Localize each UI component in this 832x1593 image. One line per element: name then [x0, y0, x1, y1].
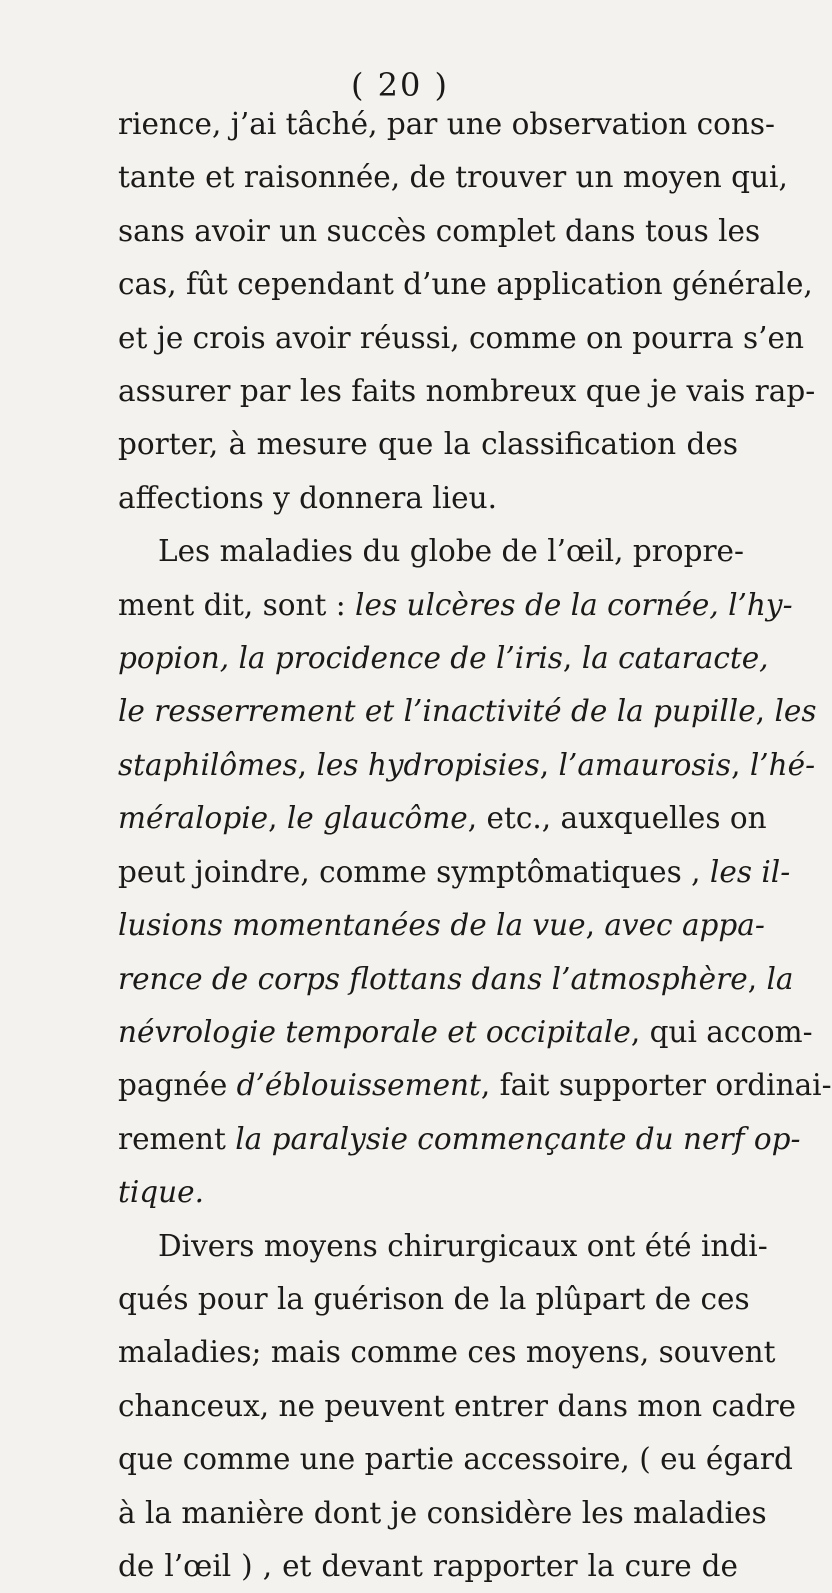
- text-line: [118, 1487, 767, 1540]
- italic-text-segment: staphilômes: [118, 747, 298, 782]
- text-line: [118, 1380, 797, 1433]
- text-line: [118, 792, 767, 845]
- italic-text-segment: le resserrement et l’inactivité de la pupille: [118, 694, 756, 729]
- text-segment: que comme une partie accessoire, ( eu égard: [118, 1442, 793, 1477]
- text-line: [118, 1433, 793, 1486]
- text-segment: ,: [268, 801, 287, 836]
- text-segment: pagnée: [118, 1068, 237, 1103]
- text-segment: ,: [562, 641, 582, 676]
- text-segment: tante et raisonnée, de trouver un moyen qui,: [118, 160, 788, 195]
- text-segment: à la manière dont je considère les maladies: [118, 1495, 767, 1530]
- text-line: [118, 1166, 738, 1219]
- text-line: [118, 525, 744, 578]
- text-line: [118, 1540, 738, 1593]
- text-line: [118, 632, 769, 685]
- text-line: [118, 685, 817, 738]
- italic-text-segment: l’amaurosis: [558, 747, 732, 782]
- page-number: ( 20 ): [350, 66, 450, 104]
- text-line: [118, 1220, 768, 1273]
- italic-text-segment: d’éblouissement: [236, 1068, 481, 1103]
- text-line: [118, 899, 765, 952]
- text-line: [118, 98, 776, 151]
- text-segment: et je crois avoir réussi, comme on pourra s’en: [118, 320, 804, 355]
- text-segment: ,: [585, 908, 605, 943]
- text-line: [118, 312, 804, 365]
- text-line: [118, 953, 794, 1006]
- italic-text-segment: lusions momentanées de la vue: [118, 908, 586, 943]
- italic-text-segment: la cataracte,: [581, 641, 769, 676]
- italic-text-segment: névrologie temporale et occipitale: [118, 1014, 631, 1049]
- text-segment: , fait supporter ordinai-: [480, 1068, 832, 1103]
- text-segment: ,: [539, 747, 559, 782]
- italic-text-segment: les ulcères de la cornée, l’hy-: [355, 587, 793, 622]
- text-segment: rience, j’ai tâché, par une observation cons-: [118, 107, 776, 141]
- text-line: [118, 1326, 776, 1379]
- text-segment: peut joindre, comme symptômatiques ,: [118, 854, 710, 889]
- italic-text-segment: les il-: [709, 854, 791, 889]
- text-segment: affections y donnera lieu.: [118, 480, 498, 515]
- text-line: [118, 1059, 832, 1112]
- text-segment: ,: [297, 747, 317, 782]
- text-segment: Divers moyens chirurgicaux ont été indi-: [158, 1228, 768, 1263]
- italic-text-segment: popion, la procidence de l’iris: [118, 641, 563, 676]
- italic-text-segment: tique.: [118, 1175, 205, 1210]
- text-segment: porter, à mesure que la classification des: [118, 427, 738, 462]
- italic-text-segment: avec appa-: [604, 908, 765, 943]
- text-line: [118, 1006, 813, 1059]
- text-segment: ,: [747, 961, 767, 996]
- text-segment: , etc., auxquelles on: [467, 801, 767, 836]
- text-line: [118, 472, 738, 525]
- text-segment: sans avoir un succès complet dans tous les: [118, 213, 761, 248]
- text-line: [118, 365, 816, 418]
- text-segment: rement: [118, 1121, 236, 1156]
- text-line: [118, 579, 793, 632]
- body-text: [118, 98, 832, 1593]
- text-line: [118, 1273, 750, 1326]
- text-segment: cas, fût cependant d’une application générale,: [118, 267, 813, 302]
- italic-text-segment: la: [766, 961, 794, 996]
- text-segment: chanceux, ne peuvent entrer dans mon cadre: [118, 1388, 797, 1423]
- text-line: [118, 418, 738, 471]
- text-segment: qués pour la guérison de la plûpart de ces: [118, 1281, 750, 1316]
- text-line: [118, 739, 816, 792]
- text-segment: ,: [755, 694, 775, 729]
- text-line: [118, 258, 813, 311]
- italic-text-segment: les hydropisies: [316, 747, 540, 782]
- text-segment: Les maladies du globe de l’œil, propre-: [158, 534, 744, 569]
- text-line: [118, 1113, 801, 1166]
- text-segment: assurer par les faits nombreux que je vais rap-: [118, 374, 816, 409]
- text-segment: de l’œil ) , et devant rapporter la cure de: [118, 1548, 738, 1583]
- text-line: [118, 846, 791, 899]
- italic-text-segment: le glaucôme: [286, 801, 468, 836]
- text-segment: , qui accom-: [630, 1014, 813, 1049]
- text-segment: ment dit, sont :: [118, 587, 356, 622]
- text-line: [118, 151, 788, 204]
- text-line: [118, 205, 761, 258]
- italic-text-segment: la paralysie commençante du nerf op-: [235, 1121, 801, 1156]
- text-segment: maladies; mais comme ces moyens, souvent: [118, 1335, 776, 1370]
- italic-text-segment: rence de corps flottans dans l’atmosphère: [118, 961, 748, 996]
- italic-text-segment: l’hé-: [749, 747, 816, 782]
- italic-text-segment: méralopie: [118, 801, 269, 836]
- text-segment: ,: [731, 747, 750, 782]
- italic-text-segment: les: [774, 694, 817, 729]
